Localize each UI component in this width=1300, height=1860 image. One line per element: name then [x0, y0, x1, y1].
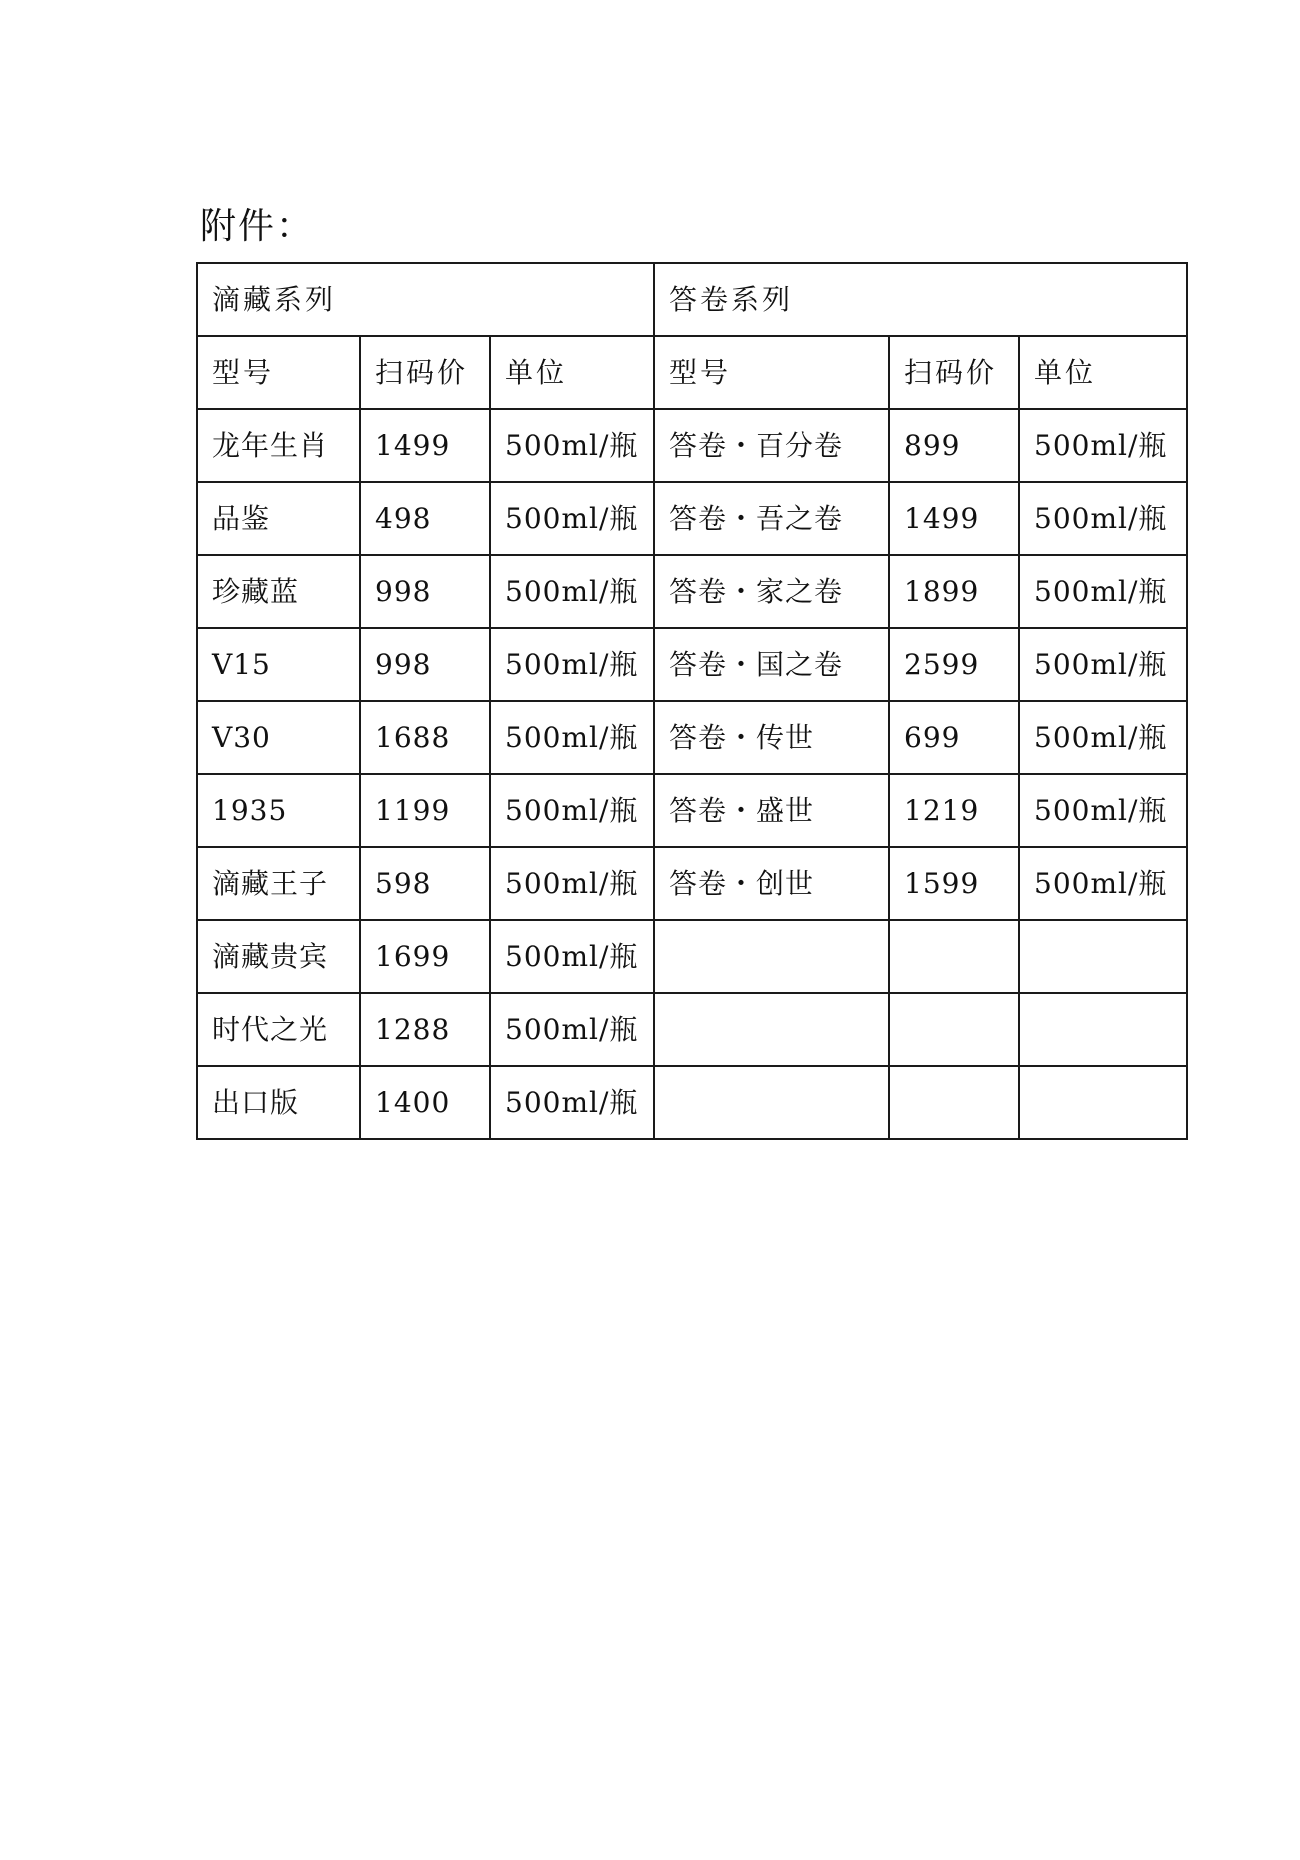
cell-unit — [1019, 1066, 1187, 1139]
col-header-model: 型号 — [654, 336, 889, 409]
cell-model: V15 — [197, 628, 360, 701]
cell-price: 1699 — [360, 920, 490, 993]
table-row — [197, 409, 1187, 482]
table-row — [197, 701, 1187, 774]
cell-model: 龙年生肖 — [197, 409, 360, 482]
cell-unit: 500ml/瓶 — [490, 847, 654, 920]
attachment-label: 附件： — [200, 206, 315, 247]
col-header-unit: 单位 — [1019, 336, 1187, 409]
cell-model — [654, 920, 889, 993]
cell-price: 699 — [889, 701, 1019, 774]
table-row — [197, 847, 1187, 920]
cell-model: 答卷・创世 — [654, 847, 889, 920]
table-row — [197, 482, 1187, 555]
cell-model: 珍藏蓝 — [197, 555, 360, 628]
cell-unit: 500ml/瓶 — [490, 482, 654, 555]
cell-unit: 500ml/瓶 — [490, 774, 654, 847]
price-table — [196, 262, 1188, 1140]
cell-price — [889, 1066, 1019, 1139]
col-header-unit: 单位 — [490, 336, 654, 409]
cell-unit: 500ml/瓶 — [490, 1066, 654, 1139]
cell-unit: 500ml/瓶 — [1019, 409, 1187, 482]
cell-model: 答卷・传世 — [654, 701, 889, 774]
cell-price: 498 — [360, 482, 490, 555]
cell-unit — [1019, 993, 1187, 1066]
cell-model: 出口版 — [197, 1066, 360, 1139]
cell-model: 时代之光 — [197, 993, 360, 1066]
cell-model: 滴藏贵宾 — [197, 920, 360, 993]
cell-price: 1499 — [360, 409, 490, 482]
cell-unit: 500ml/瓶 — [1019, 628, 1187, 701]
cell-model: 答卷・百分卷 — [654, 409, 889, 482]
cell-unit — [1019, 920, 1187, 993]
cell-unit: 500ml/瓶 — [490, 409, 654, 482]
table-row — [197, 774, 1187, 847]
col-header-model: 型号 — [197, 336, 360, 409]
cell-price: 998 — [360, 628, 490, 701]
cell-price: 1219 — [889, 774, 1019, 847]
cell-price: 899 — [889, 409, 1019, 482]
cell-model — [654, 1066, 889, 1139]
col-header-price: 扫码价 — [889, 336, 1019, 409]
table-row — [197, 920, 1187, 993]
cell-unit: 500ml/瓶 — [490, 993, 654, 1066]
column-header-row — [197, 336, 1187, 409]
table-row — [197, 628, 1187, 701]
cell-unit: 500ml/瓶 — [1019, 555, 1187, 628]
cell-model: 答卷・国之卷 — [654, 628, 889, 701]
cell-price: 1688 — [360, 701, 490, 774]
cell-unit: 500ml/瓶 — [490, 701, 654, 774]
cell-price: 1499 — [889, 482, 1019, 555]
cell-price: 1599 — [889, 847, 1019, 920]
cell-unit: 500ml/瓶 — [490, 920, 654, 993]
table-row — [197, 1066, 1187, 1139]
cell-price: 998 — [360, 555, 490, 628]
cell-unit: 500ml/瓶 — [1019, 701, 1187, 774]
table-row — [197, 555, 1187, 628]
cell-price: 1400 — [360, 1066, 490, 1139]
cell-model: 品鉴 — [197, 482, 360, 555]
cell-model: 答卷・盛世 — [654, 774, 889, 847]
table-row — [197, 993, 1187, 1066]
cell-price: 1199 — [360, 774, 490, 847]
cell-unit: 500ml/瓶 — [490, 628, 654, 701]
cell-unit: 500ml/瓶 — [1019, 482, 1187, 555]
cell-model: 答卷・吾之卷 — [654, 482, 889, 555]
series-title-left: 滴藏系列 — [197, 263, 654, 336]
cell-unit: 500ml/瓶 — [1019, 847, 1187, 920]
cell-model: 1935 — [197, 774, 360, 847]
cell-model: V30 — [197, 701, 360, 774]
cell-price — [889, 993, 1019, 1066]
cell-price: 598 — [360, 847, 490, 920]
cell-unit: 500ml/瓶 — [490, 555, 654, 628]
cell-model — [654, 993, 889, 1066]
cell-price: 2599 — [889, 628, 1019, 701]
col-header-price: 扫码价 — [360, 336, 490, 409]
cell-price: 1899 — [889, 555, 1019, 628]
series-title-row — [197, 263, 1187, 336]
cell-model: 滴藏王子 — [197, 847, 360, 920]
cell-price: 1288 — [360, 993, 490, 1066]
series-title-right: 答卷系列 — [654, 263, 1187, 336]
cell-model: 答卷・家之卷 — [654, 555, 889, 628]
cell-unit: 500ml/瓶 — [1019, 774, 1187, 847]
cell-price — [889, 920, 1019, 993]
